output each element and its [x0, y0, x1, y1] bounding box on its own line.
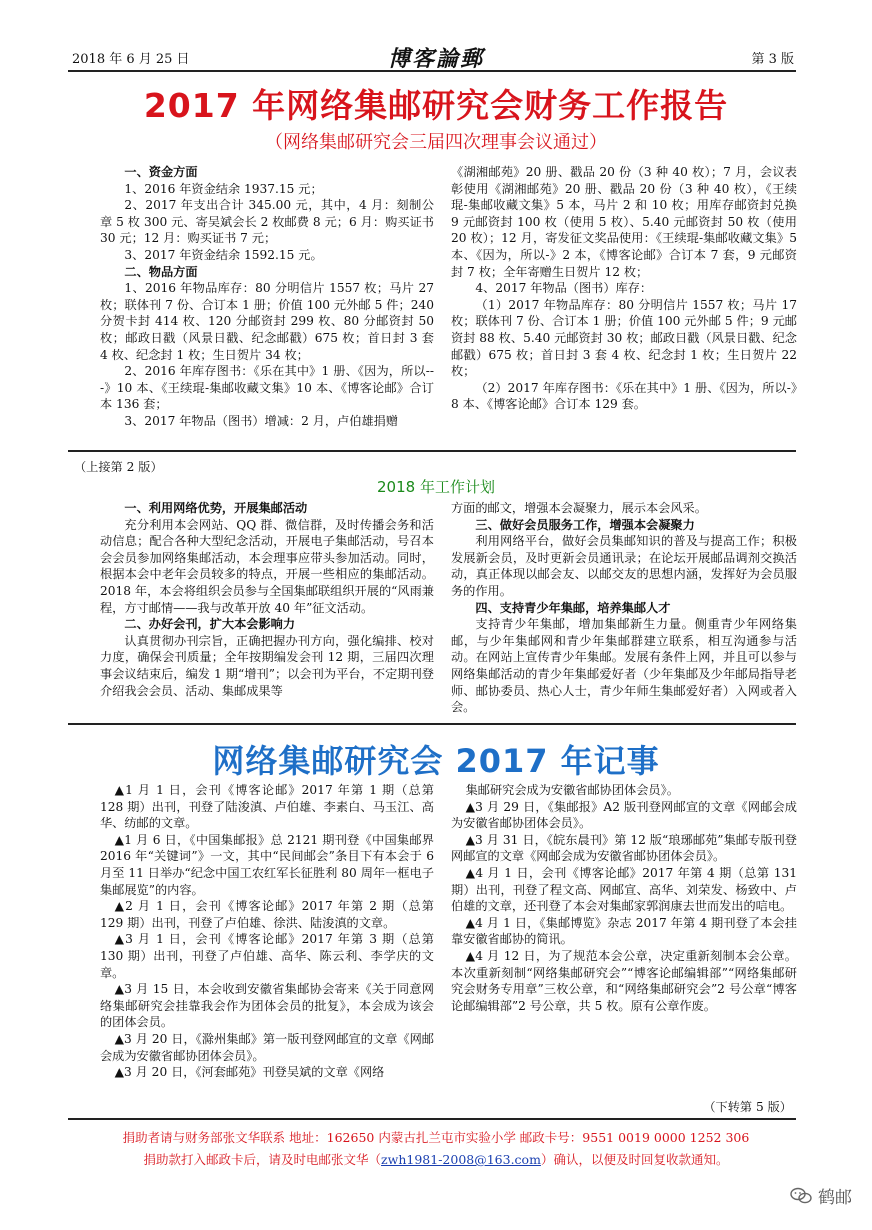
- chronicle-entry: ▲3 月 20 日，《滁州集邮》第一版刊登网邮宣的文章《网邮会成为安徽省邮协团体会员》。: [100, 1031, 434, 1063]
- chronicle-entry: ▲3 月 31 日，《皖东晨刊》第 12 版“琅琊邮苑”集邮专版刊登网邮宣的文章《网邮会成为安徽省邮协团体会员》。: [451, 832, 797, 864]
- donation-confirm: [0, 1150, 872, 1168]
- chronicle-right-column: [451, 782, 797, 1014]
- chronicle-left-column: [100, 782, 434, 1081]
- chronicle-entry: ▲3 月 15 日，本会收到安徽省集邮协会寄来《关于同意网络集邮研究会挂靠我会作为团体会员的批复》，本会成为该会的团体会员。: [100, 982, 434, 1030]
- paragraph: 利用网络平台，做好会员集邮知识的普及与提高工作；积极发展新会员，及时更新会员通讯录；在论坛开展邮品调剂交换活动，真正体现以邮会友、以邮交友的思想内涵，发挥好为会员服务的作用。: [451, 534, 797, 598]
- plan-right-column: [451, 500, 797, 716]
- paragraph: （2）2017 年库存图书：《乐在其中》1 册、《因为，所以-》8 本、《博客论邮》合订本 129 套。: [451, 380, 797, 412]
- watermark: [790, 1183, 852, 1208]
- email-link[interactable]: zwh1981-2008@163.com: [381, 1152, 541, 1167]
- paragraph: 2、2017 年支出合计 345.00 元，其中，4 月：刻制公章 5 枚 300 元、寄吴斌会长 2 枚邮费 8 元；6 月：购买证书 30 元；12 月：购买证书 7 元；: [100, 198, 434, 246]
- paragraph: （1）2017 年物品库存：80 分明信片 1557 枚；马片 17 枚；联体刊 7 份、合订本 1 册；价值 100 元外邮 5 件；9 元邮资封 88 枚、5.40 元邮资封 30 枚；邮政日戳（风景日戳、纪念邮戳）675 枚；首日封 3 套 4 枚、纪念封 1 枚；生日贺片 22 枚；: [451, 297, 797, 379]
- watermark-label: 鹤邮: [818, 1188, 852, 1208]
- edition-number: 第 3 版: [751, 52, 794, 67]
- paragraph: 方面的邮文，增强本会凝聚力，展示本会风采。: [451, 501, 707, 515]
- plan-title: 2018 年工作计划: [377, 478, 495, 496]
- report-left-column: [100, 164, 434, 430]
- paragraph: 充分利用本会网站、QQ 群、微信群，及时传播会务和活动信息；配合各种大型纪念活动，开展电子集邮活动，号召本会会员参加网络集邮活动，本会理事应带头参加活动。同时，根据本会中老年会员较多的特点，开展一些相应的集邮活动。2018 年，本会将组织会员参与全国集邮联组织开展的“风雨兼程，方寸邮情——我与改革开放 40 年”征文活动。: [100, 517, 434, 615]
- chronicle-entry: ▲4 月 1 日，《集邮博览》杂志 2017 年第 4 期刊登了本会挂靠安徽省邮协的简讯。: [451, 915, 797, 947]
- donation-confirm-a: 捐助款打入邮政卡后，请及时电邮张文华（: [143, 1152, 382, 1167]
- section-rule-1: [68, 450, 796, 452]
- section-heading: 二、物品方面: [124, 264, 198, 279]
- turn-note: （下转第 5 版）: [703, 1100, 792, 1114]
- paragraph: 1、2016 年物品库存：80 分明信片 1557 枚；马片 27 枚；联体刊 7 份、合订本 1 册；价值 100 元外邮 5 件；240 分贺卡封 414 枚、120 分邮资封 299 枚、80 分邮资封 50 枚；邮政日戳（风景日戳、纪念邮戳）675 枚；首日封 3 套 4 枚、纪念封 1 枚；生日贺片 34 枚；: [100, 281, 434, 362]
- report-right-column: [451, 164, 797, 413]
- paragraph: 3、2017 年资金结余 1592.15 元。: [124, 247, 323, 262]
- paragraph: 4、2017 年物品（图书）库存：: [475, 281, 653, 296]
- paragraph: 认真贯彻办刊宗旨，正确把握办刊方向，强化编排、校对力度，确保会刊质量；全年按期编发会刊 12 期，三届四次理事会议结束后，编发 1 期“增刊”；以会刊为平台，不定期刊登介绍我会会员、活动、集邮成果等: [100, 633, 434, 698]
- chronicle-entry: ▲3 月 20 日，《河套邮苑》刊登吴斌的文章《网络: [114, 1065, 385, 1080]
- header-rule: [68, 70, 796, 72]
- chronicle-entry: ▲1 月 6 日，《中国集邮报》总 2121 期刊登《中国集邮界 2016 年“关键词”》一文，其中“民间邮会”条目下有本会于 6 月至 11 日举办“纪念中国工农红军长征胜利 80 周年一框电子集邮展览”的内容。: [100, 832, 434, 897]
- report-title: 2017 年网络集邮研究会财务工作报告: [143, 86, 729, 125]
- chronicle-entry: 集邮研究会成为安徽省邮协团体会员》。: [465, 783, 679, 797]
- continued-note: （上接第 2 版）: [74, 460, 163, 474]
- chronicle-entry: ▲3 月 29 日，《集邮报》A2 版刊登网邮宣的文章《网邮会成为安徽省邮协团体会员》。: [451, 799, 797, 831]
- paragraph: 支持青少年集邮，增加集邮新生力量。侧重青少年网络集邮，与少年集邮网和青少年集邮群建立联系，相互沟通参与活动。在网站上宣传青少年集邮。发展有条件上网，并且可以参与网络集邮活动的青少年集邮爱好者（少年集邮及少年邮局指导老师、邮协委员、热心人士，青少年师生集邮爱好者）入网或者入会。: [451, 617, 797, 715]
- section-heading: 一、资金方面: [124, 165, 198, 179]
- paragraph: 2、2016 年库存图书：《乐在其中》1 册、《因为，所以---》10 本、《王续琨-集邮收藏文集》10 本、《博客论邮》合订本 136 套；: [100, 364, 434, 412]
- section-heading: 一、利用网络优势，开展集邮活动: [124, 501, 308, 515]
- section-heading: 三、做好会员服务工作，增强本会凝聚力: [475, 517, 695, 532]
- chronicle-title: 网络集邮研究会 2017 年记事: [212, 742, 660, 780]
- paragraph: 3、2017 年物品（图书）增减：2 月，卢伯雄捐赠: [124, 413, 399, 428]
- chronicle-entry: ▲2 月 1 日，会刊《博客论邮》2017 年第 2 期（总第 129 期）出刊，刊登了卢伯雄、徐洪、陆浚滇的文章。: [100, 899, 434, 930]
- donation-info: 捐助者请与财务部张文华联系 地址：162650 内蒙古扎兰屯市实验小学 邮政卡号：9551 0019 0000 1252 306: [122, 1130, 750, 1145]
- footer-rule: [68, 1118, 796, 1120]
- chronicle-entry: ▲1 月 1 日，会刊《博客论邮》2017 年第 1 期（总第 128 期）出刊，刊登了陆浚滇、卢伯雄、李素白、马玉江、高华、纺邮的文章。: [100, 783, 434, 831]
- issue-date: 2018 年 6 月 25 日: [72, 52, 190, 67]
- paragraph: 《湖湘邮苑》20 册、戳品 20 份（3 种 40 枚）；7 月，会议表彰使用《湖湘邮苑》20 册、戳品 20 份（3 种 40 枚），《王续琨-集邮收藏文集》5 本，马片 2 和 10 枚；用库存邮资封兑换 9 元邮资封 100 枚（使用 5 枚）、5.40 元邮资封 50 枚（使用 20 枚）；12 月，寄发征文奖品使用：《王续琨-集邮收藏文集》5 本、《因为，所以-》2 本，《博客论邮》合订本 7 套，9 元邮资封 7 枚；全年寄赠生日贺片 12 枚；: [451, 165, 797, 279]
- section-rule-2: [68, 723, 796, 725]
- chronicle-entry: ▲3 月 1 日，会刊《博客论邮》2017 年第 3 期（总第 130 期）出刊，刊登了卢伯雄、高华、陈云利、李学庆的文章。: [100, 932, 434, 980]
- report-subtitle: （网络集邮研究会三届四次理事会议通过）: [265, 132, 607, 153]
- section-heading: 二、办好会刊，扩大本会影响力: [124, 617, 296, 632]
- wechat-icon: [790, 1187, 812, 1205]
- masthead: 博客論郵: [387, 46, 484, 72]
- chronicle-entry: ▲4 月 12 日，为了规范本会公章，决定重新刻制本会公章。本次重新刻制“网络集邮研究会”“博客论邮编辑部”“网络集邮研究会财务专用章”三枚公章，和“网络集邮研究会”2 号公章“博客论邮编辑部”2 号公章，共 5 枚。原有公章作废。: [451, 948, 797, 1013]
- section-heading: 四、支持青少年集邮，培养集邮人才: [475, 600, 671, 615]
- donation-confirm-b: ）确认，以便及时回复收款通知。: [540, 1152, 729, 1167]
- chronicle-entry: ▲4 月 1 日，会刊《博客论邮》2017 年第 4 期（总第 131 期）出刊，刊登了程文高、网邮宣、高华、刘荣发、杨致中、卢伯雄的文章，还刊登了本会对集邮家郭润康去世而发出的唁电。: [451, 865, 797, 914]
- plan-left-column: [100, 500, 434, 699]
- paragraph: 1、2016 年资金结余 1937.15 元；: [124, 181, 323, 196]
